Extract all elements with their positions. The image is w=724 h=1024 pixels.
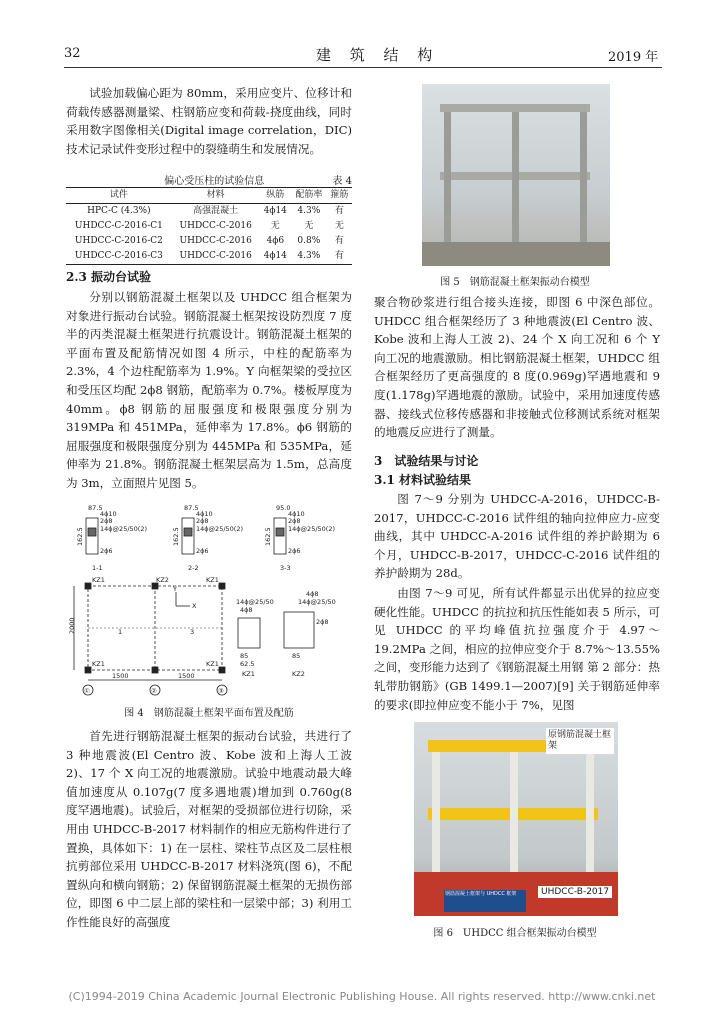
sec2-2phi6: 2ϕ6 <box>196 547 209 555</box>
journal-year: 2019 年 <box>608 50 659 65</box>
table-header: 材料 <box>206 190 225 200</box>
sec2-stirrups: 14ϕ@25/50(2) <box>196 525 243 533</box>
sec1-2phi8: 2ϕ8 <box>100 517 113 525</box>
sec2-label: 2-2 <box>188 564 199 572</box>
fig6-caption: 图 6 UHDCC 组合框架振动台模型 <box>433 928 597 939</box>
table-4-grid <box>66 187 352 265</box>
sec1-stirrups: 14ϕ@25/50(2) <box>100 525 147 533</box>
sec3-stirrups: 14ϕ@25/50(2) <box>288 525 335 533</box>
fig4-caption: 图 4 钢筋混凝土框架平面布置及配筋 <box>124 708 294 719</box>
plan-dim-x2: 1500 <box>178 672 195 680</box>
plan-axis-x: X <box>192 602 197 610</box>
section-2-3-heading: 2.3 振动台试验 <box>66 270 152 284</box>
table-cell: 4ϕ6 <box>266 236 285 246</box>
header-rule <box>64 67 662 68</box>
kz2-label: KZ2 <box>292 670 305 678</box>
table-cell: UHDCC-C-2016 <box>179 251 252 261</box>
sec3-dim-top: 95.0 <box>276 504 291 512</box>
table-4 <box>66 172 352 265</box>
kz1-dim-b: 62.5 <box>240 660 255 668</box>
fig6-label-rc-frame: 原钢筋混凝土框架 <box>546 728 614 754</box>
table-cell: 无 <box>334 221 344 231</box>
sec1-dim-side: 162.5 <box>76 527 84 546</box>
table-cell: UHDCC-C-2016 <box>179 221 252 231</box>
table-cell: 有 <box>334 236 344 246</box>
table-cell: HPC-C (4.3%) <box>87 206 151 216</box>
table-cell: 0.8% <box>297 236 321 246</box>
plan-axis-1: ① <box>84 687 90 695</box>
sec2-dim-side: 162.5 <box>172 527 180 546</box>
table-header: 箍筋 <box>330 190 349 200</box>
kz1-label: KZ1 <box>242 670 255 678</box>
sec1-bars: 4ϕ10 <box>100 510 117 518</box>
kz2-outline <box>284 612 314 648</box>
table-row <box>66 234 352 249</box>
kz2-bars-top: 4ϕ8 <box>306 590 319 598</box>
sec3-bars: 4ϕ10 <box>288 510 305 518</box>
page-number: 32 <box>64 46 81 61</box>
sec2-dim-top: 87.5 <box>184 504 199 512</box>
sec3-2phi8: 2ϕ8 <box>288 517 301 525</box>
table-row <box>66 204 352 220</box>
table-cell: 有 <box>334 206 344 216</box>
plan-bay-1: 1 <box>118 628 123 636</box>
table-header: 纵筋 <box>266 190 285 200</box>
sec2-slab <box>184 528 192 536</box>
sec3-2phi6: 2ϕ6 <box>288 547 301 555</box>
plan-kz1c: KZ1 <box>92 660 105 668</box>
plan-axis-2: ② <box>151 687 157 695</box>
right-para-4: 聚合物砂浆进行组合接头连接，即图 6 中深色部位。UHDCC 组合框架经历了 3 种地震波(El Centro 波、Kobe 波和上海人工波 2)、24 个 X 向工况和 6 个 Y 向工况的地震激励。相比钢筋混凝土框架，UHDCC 组合框架经历了更高强度的 8 度(0.969g)罕遇地震和 9 度(1.178g)罕遇地震的激励。试验中，采用加速度传感器、接线式位移传感器和非接触式位移测试系统对框架的地震反应进行了测量。 <box>374 295 660 440</box>
table-cell: 4.3% <box>297 206 321 216</box>
kz1-dim-a: 85 <box>240 652 249 660</box>
plan-kz1a: KZ1 <box>92 576 105 584</box>
sec3-label: 3-3 <box>280 564 291 572</box>
fig5-caption: 图 5 钢筋混凝土框架振动台模型 <box>440 277 590 288</box>
table-cell: UHDCC-C-2016 <box>179 236 252 246</box>
kz1-stirrups: 14ϕ@25/50 <box>236 598 274 606</box>
kz2-stirrups: 14ϕ@25/50 <box>298 598 336 606</box>
plan-kz1b: KZ1 <box>206 576 219 584</box>
kz2-dim: 85 <box>292 652 301 660</box>
sec2-2phi8: 2ϕ8 <box>196 517 209 525</box>
sec3-dim-side: 162.5 <box>264 527 272 546</box>
table-4-title-row <box>66 172 352 187</box>
table-4-label: 表 4 <box>332 176 352 187</box>
sec1-2phi6: 2ϕ6 <box>100 547 113 555</box>
right-para-5: 图 7～9 分别为 UHDCC-A-2016，UHDCC-B-2017，UHDCC-C-2016 试件组的轴向拉伸应力-应变曲线，其中 UHDCC-A-2016 试件组的养护龄期为 6 个月，UHDCC-B-2017，UHDCC-C-2016 试件组的养护龄期为 28d。 <box>374 492 660 581</box>
table-cell: UHDCC-C-2016-C1 <box>74 221 163 231</box>
kz2-bars-side: 2ϕ8 <box>316 618 329 626</box>
table-cell: 4.3% <box>297 251 321 261</box>
plan-dim-y: 2000 <box>68 617 76 634</box>
sec1-label: 1-1 <box>92 564 103 572</box>
table-cell: UHDCC-C-2016-C2 <box>74 236 163 246</box>
table-row <box>66 249 352 265</box>
table-cell: UHDCC-C-2016-C3 <box>74 251 163 261</box>
table-header: 配筋率 <box>295 190 323 200</box>
section-3-1-heading: 3.1 材料试验结果 <box>374 473 472 487</box>
fig6-sign: 钢筋混凝土框架与 UHDCC 框架 <box>444 890 526 912</box>
sec2-bars: 4ϕ10 <box>196 510 213 518</box>
table-cell: 4ϕ14 <box>263 251 287 261</box>
plan-kz2: KZ2 <box>156 576 169 584</box>
plan-dim-x1: 1500 <box>112 672 129 680</box>
left-para-1: 试验加载偏心距为 80mm，采用应变片、位移计和荷载传感器测量梁、柱钢筋应变和荷载-挠度曲线，同时采用数字图像相关(Digital image correlation，DIC)技术记录试件变形过程中的裂缝萌生和发展情况。 <box>66 86 352 156</box>
fig6-label-uhdcc: UHDCC-B-2017 <box>538 886 612 898</box>
kz1-outline <box>238 618 260 648</box>
plan-bay-3: 3 <box>190 628 195 636</box>
section-3-heading: 3 试验结果与讨论 <box>374 454 479 468</box>
plan-axis-y: Y <box>173 585 177 593</box>
plan-axis-3: ③ <box>218 687 224 695</box>
table-cell: 4ϕ14 <box>263 206 287 216</box>
left-para-2: 分别以钢筋混凝土框架以及 UHDCC 组合框架为对象进行振动台试验。钢筋混凝土框架按设防烈度 7 度半的丙类混凝土框架进行抗震设计。钢筋混凝土框架的平面布置及配筋情况如图 4 所示，中柱的配筋率为 2.3%，4 个边柱配筋率为 1.9%。Y 向框架梁的受拉区和受压区均配 2ϕ8 钢筋，配筋率为 0.7%。楼板厚度为 40mm。ϕ8 钢筋的屈服强度和极限强度分别为 319MPa 和 451MPa，延伸率为 17.8%。ϕ6 钢筋的屈服强度和极限强度分别为 445MPa 和 535MPa，延伸率为 21.8%。钢筋混凝土框架层高为 1.5m，总高度为 3m，立面照片见图 5。 <box>66 290 352 490</box>
sec3-slab <box>276 528 284 536</box>
table-4-title: 偏心受压柱的试验信息 <box>164 176 265 187</box>
fig5-photo <box>422 84 610 266</box>
left-para-3: 首先进行钢筋混凝土框架的振动台试验，共进行了 3 种地震波(El Centro 波、Kobe 波和上海人工波 2)、17 个 X 向工况的地震激励。试验中地震动最大峰值加速度从 0.107g(7 度多遇地震)增加到 0.760g(8 度罕遇地震)。试验后，对框架的受损部位进行切除，采用由 UHDCC-B-2017 材料制作的相应无筋构件进行了置换，具体如下：1) 在一层柱、梁柱节点区及二层柱根抗剪部位采用 UHDCC-B-2017 材料浇筑(图 6)，不配置纵向和横向钢筋；2) 保留钢筋混凝土框架的无损伤部位，即图 6 中二层上部的梁柱和一层梁中部；3) 利用工作性能良好的高强度 <box>66 729 352 929</box>
fig6-photo <box>414 722 618 916</box>
kz1-bars: 4ϕ8 <box>240 606 253 614</box>
journal-title: 建 筑 结 构 <box>316 46 440 64</box>
copyright-footer: (C)1994-2019 China Academic Journal Electronic Publishing House. All rights reserved. http://www.cnki.net <box>68 990 656 1003</box>
right-para-6: 由图 7～9 可见，所有试件都显示出优异的拉应变硬化性能。UHDCC 的抗拉和抗压性能如表 5 所示，可见 UHDCC 的平均峰值抗拉强度介于 4.97～19.2MPa 之间，相应的拉伸应变介于 8.7%～13.55%之间，变形能力达到了《钢筋混凝土用钢 第 2 部分：热轧带肋钢筋》(GB 1499.1—2007)[9] 关于钢筋延伸率的要求(即拉伸应变不能小于 7%，见图 <box>374 586 660 712</box>
table-cell: 有 <box>334 251 344 261</box>
sec1-dim-top: 87.5 <box>88 504 103 512</box>
sec1-slab <box>88 528 96 536</box>
plan-kz1d: KZ1 <box>206 660 219 668</box>
fig4-drawing <box>66 500 356 700</box>
table-cell: 无 <box>270 221 280 231</box>
table-cell: 无 <box>304 221 314 231</box>
table-row <box>66 219 352 234</box>
table-cell: 高强混凝土 <box>193 206 239 216</box>
table-header: 试件 <box>109 190 128 200</box>
